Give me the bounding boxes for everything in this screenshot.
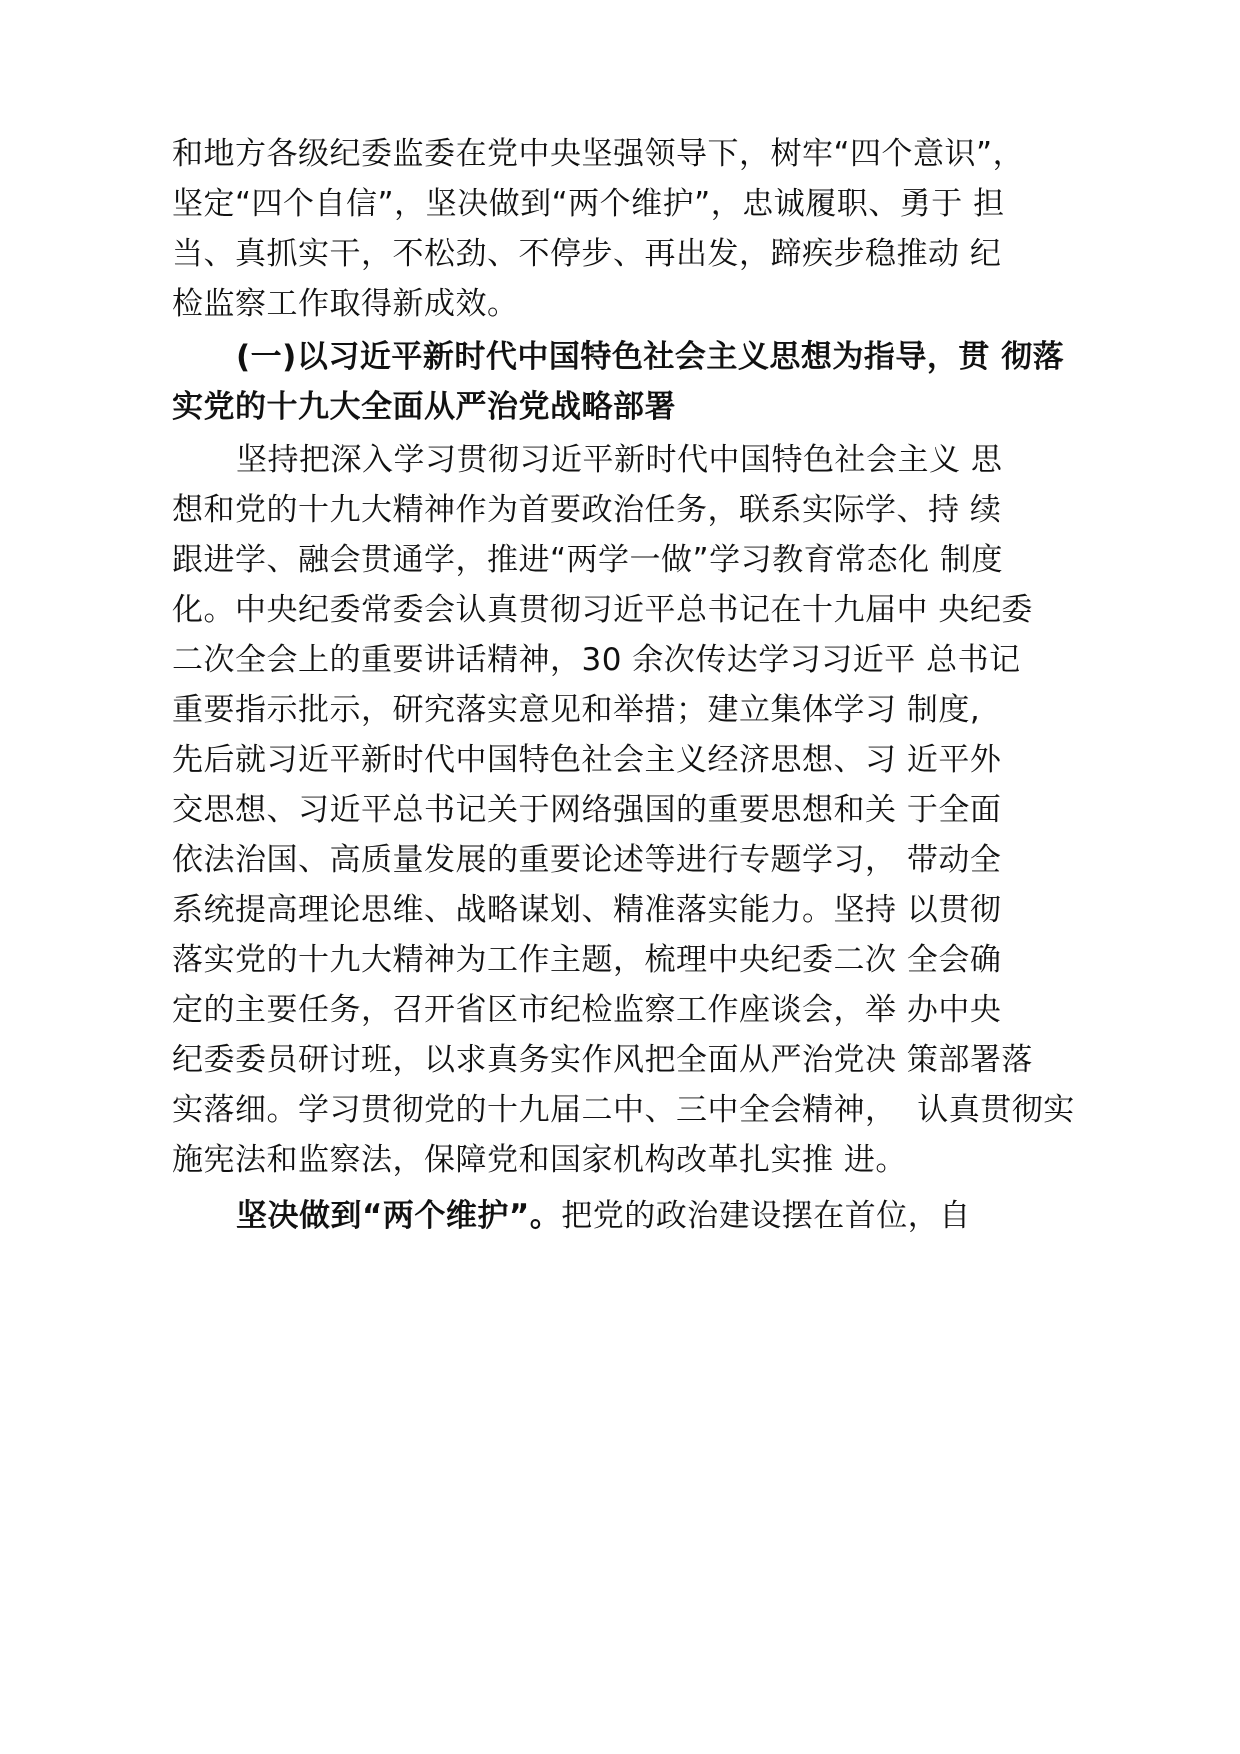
paragraph-line [236, 1196, 971, 1236]
text-line: 施宪法和监察法，保障党和国家机构改革扎实推 进。 [172, 1142, 907, 1178]
text-line: 当、真抓实干，不松劲、不停步、再出发，蹄疾步稳推动 纪 [172, 236, 1002, 272]
text-line: 重要指示批示，研究落实意见和举措；建立集体学习 制度, [172, 692, 981, 728]
section-heading-line: 实党的十九大全面从严治党战略部署 [172, 389, 676, 425]
text-line: 坚定“四个自信”，坚决做到“两个维护”，忠诚履职、勇于 担 [172, 186, 1005, 222]
text-line: 先后就习近平新时代中国特色社会主义经济思想、习 近平外 [172, 742, 1002, 778]
text-line: 纪委委员研讨班，以求真务实作风把全面从严治党决 策部署落 [172, 1042, 1033, 1078]
text-line: 检监察工作取得新成效。 [172, 286, 519, 322]
text-line: 落实党的十九大精神为工作主题，梳理中央纪委二次 全会确 [172, 942, 1002, 978]
text-line: 系统提高理论思维、战略谋划、精准落实能力。坚持 以贯彻 [172, 892, 1002, 928]
text-line: 化。中央纪委常委会认真贯彻习近平总书记在十九届中 央纪委 [172, 592, 1033, 628]
text-line: 依法治国、高质量发展的重要论述等进行专题学习， 带动全 [172, 842, 1002, 878]
paragraph-text: 把党的政治建设摆在首位，自 [561, 1198, 971, 1234]
text-line: 交思想、习近平总书记关于网络强国的重要思想和关 于全面 [172, 792, 1002, 828]
text-line: 二次全会上的重要讲话精神，30 余次传达学习习近平 总书记 [172, 642, 1021, 678]
text-line: 定的主要任务，召开省区市纪检监察工作座谈会，举 办中央 [172, 992, 1002, 1028]
bold-lead-text: 坚决做到“两个维护”。 [236, 1198, 562, 1234]
section-heading-line: (一)以习近平新时代中国特色社会主义思想为指导，贯 彻落 [236, 339, 1065, 375]
text-line: 和地方各级纪委监委在党中央坚强领导下，树牢“四个意识”， [172, 136, 1025, 172]
text-line: 坚持把深入学习贯彻习近平新时代中国特色社会主义 思 [236, 442, 1003, 478]
text-line: 想和党的十九大精神作为首要政治任务，联系实际学、持 续 [172, 492, 1002, 528]
text-line: 跟进学、融会贯通学，推进“两学一做”学习教育常态化 制度 [172, 542, 1003, 578]
text-line: 实落细。学习贯彻党的十九届二中、三中全会精神， 认真贯彻实 [172, 1092, 1075, 1128]
